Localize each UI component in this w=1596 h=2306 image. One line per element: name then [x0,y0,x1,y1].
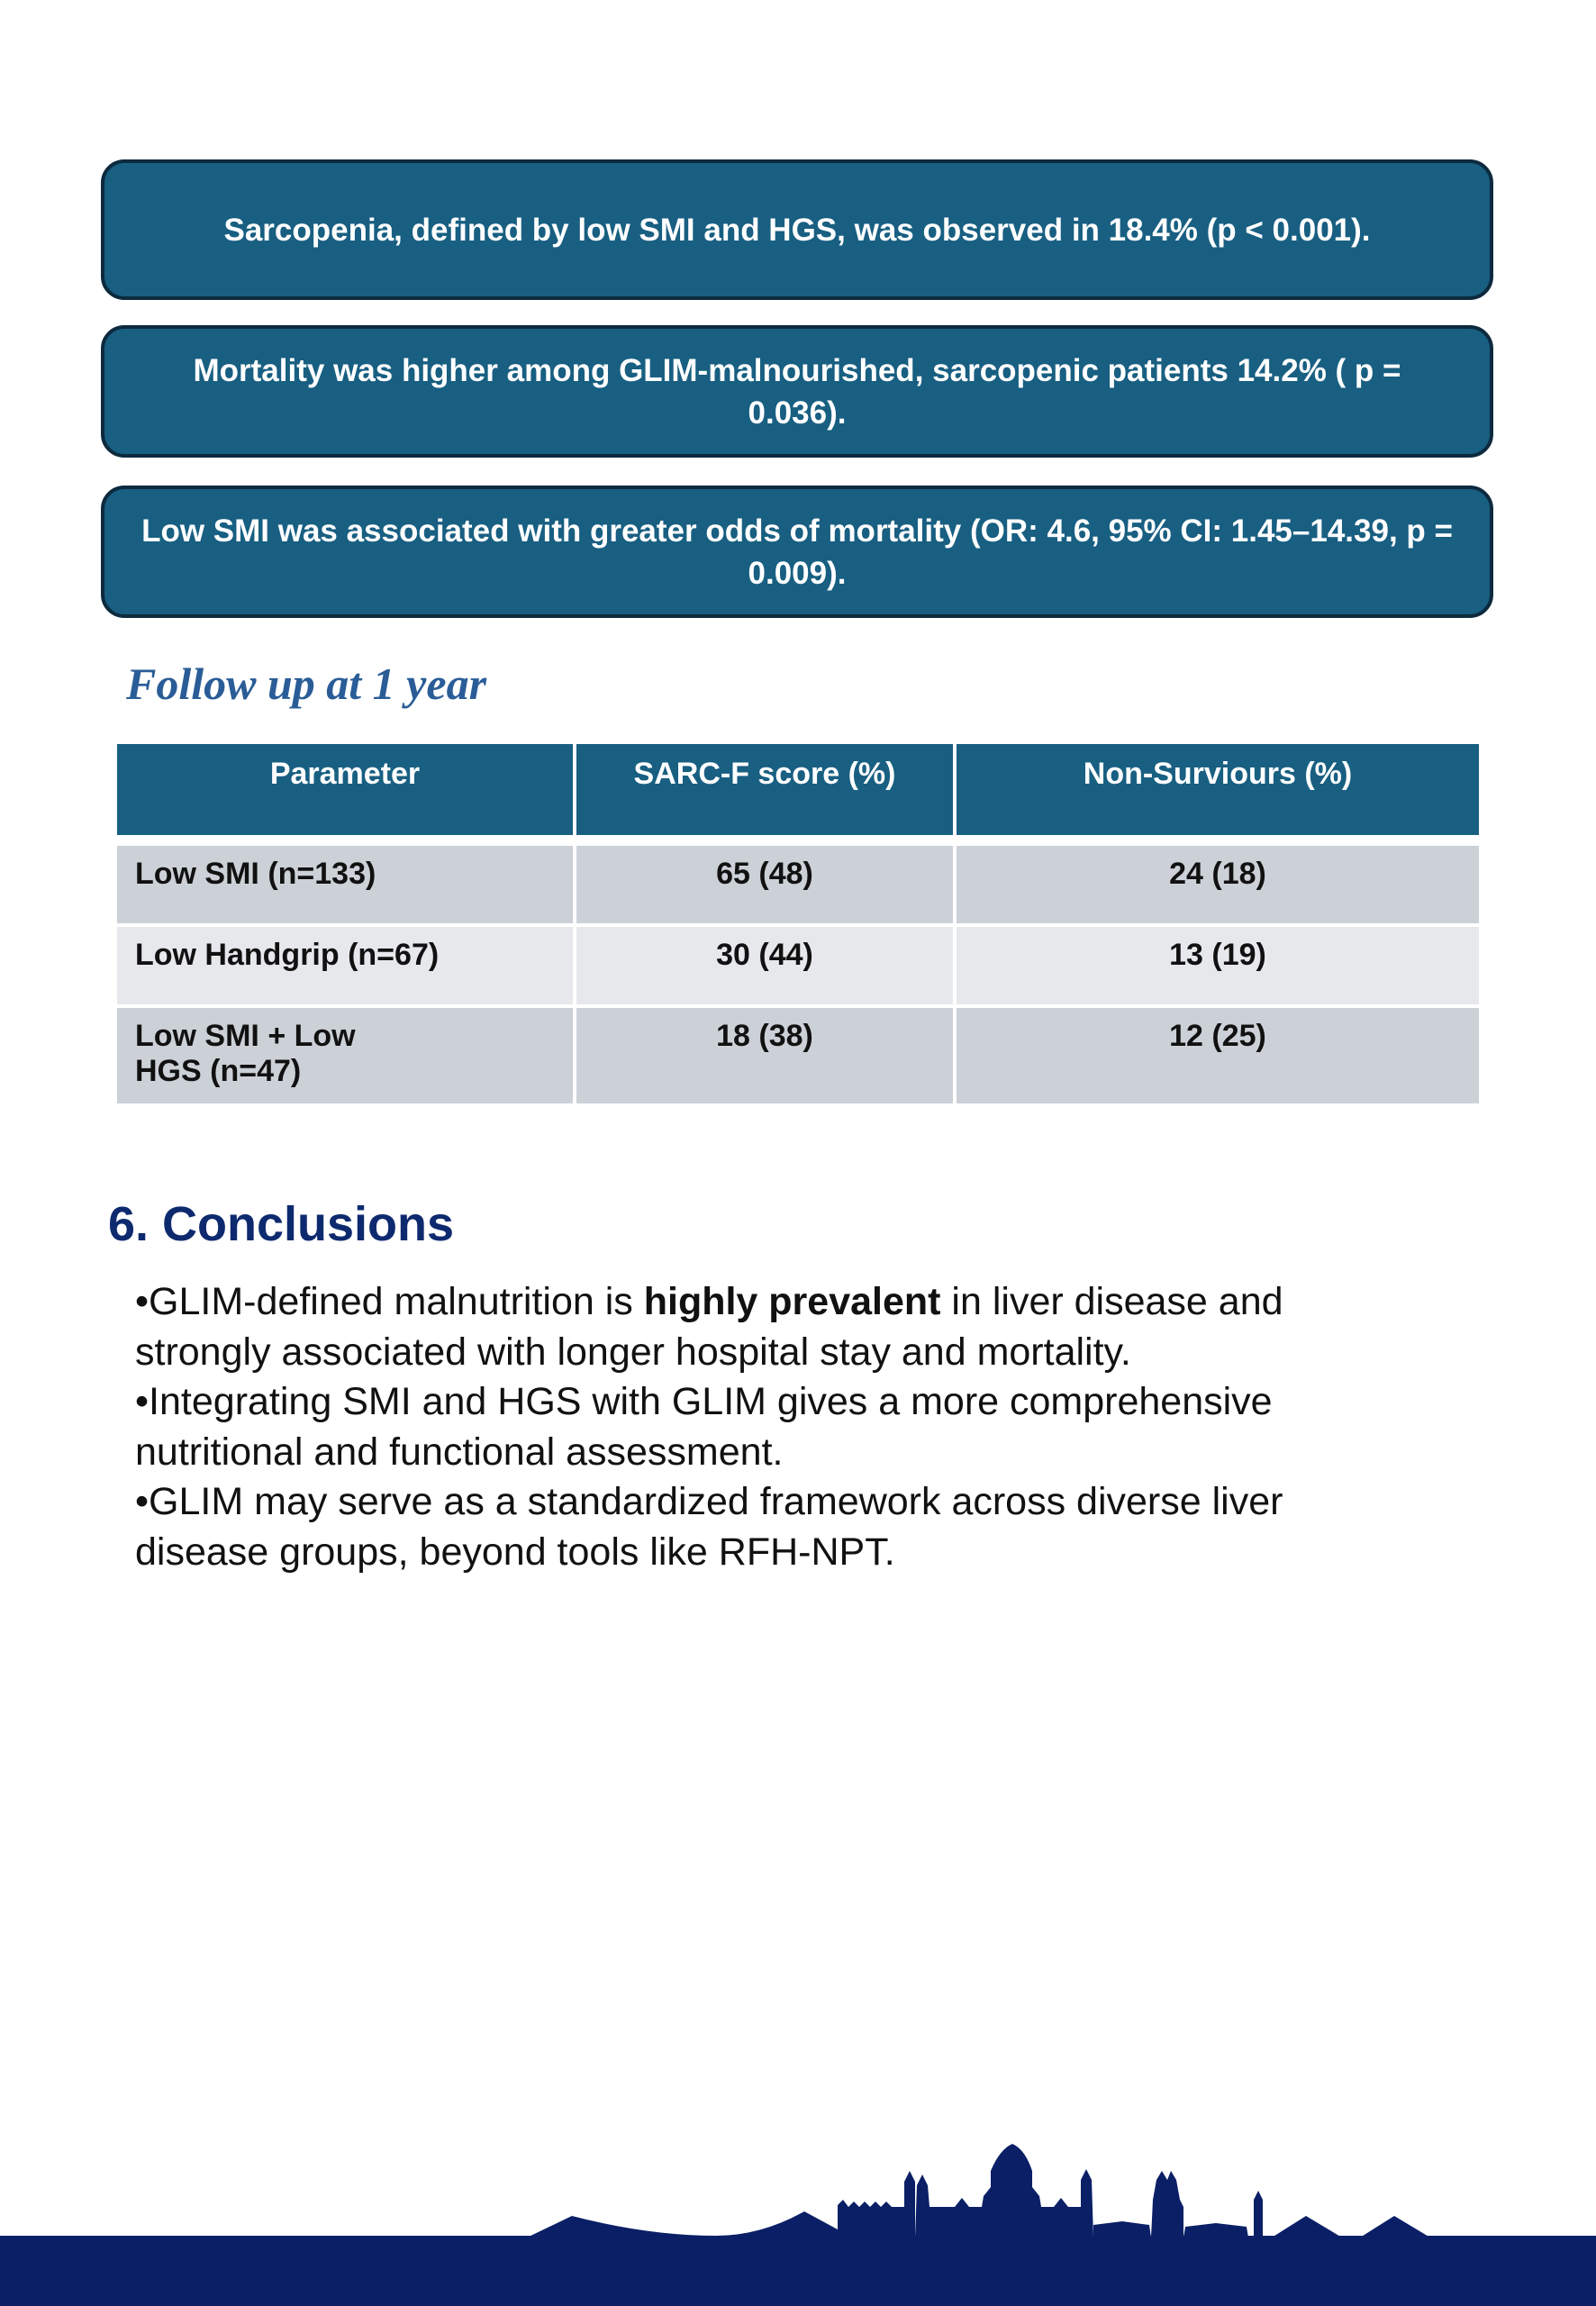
cell-non-survivors: 24 (18) [957,842,1479,923]
bullet-text: •Integrating SMI and HGS with GLIM gives a more comprehensive nutritional and functional assessment. [135,1380,1273,1474]
followup-table [113,744,1483,1103]
odds-ratio-callout [101,486,1493,618]
column-header-non-survivors: Non-Surviours (%) [957,744,1479,842]
cell-sarcf: 18 (38) [576,1004,953,1103]
callout-text: Mortality was higher among GLIM-malnourished, sarcopenic patients 14.2% ( p = 0.036). [193,352,1401,431]
conclusions-heading: 6. Conclusions [108,1197,455,1251]
bullet-emphasis: highly prevalent [643,1280,941,1323]
bullet-text: in liver disease and strongly associated with longer hospital stay and mortality. [135,1280,1283,1374]
sarcopenia-callout [101,159,1493,300]
conclusion-bullet [135,1477,1414,1577]
cell-sarcf: 30 (44) [576,923,953,1004]
cell-non-survivors: 13 (19) [957,923,1479,1004]
table-header-row [117,744,1479,842]
bullet-text: •GLIM-defined malnutrition is [135,1280,644,1323]
cell-parameter: Low SMI + Low HGS (n=47) [117,1004,573,1103]
bullet-text: •GLIM may serve as a standardized framework across diverse liver disease groups, beyond tools like RFH-NPT. [135,1480,1283,1574]
mortality-callout [101,325,1493,458]
followup-heading: Follow up at 1 year [126,658,487,709]
conclusion-bullet [135,1377,1414,1477]
column-header-sarcf: SARC-F score (%) [576,744,953,842]
cell-parameter: Low SMI (n=133) [117,842,573,923]
table-row [117,842,1479,923]
callout-text: Sarcopenia, defined by low SMI and HGS, was observed in 18.4% (p < 0.001). [223,212,1371,248]
cell-parameter: Low Handgrip (n=67) [117,923,573,1004]
footer-band [0,2236,1596,2306]
column-header-parameter: Parameter [117,744,573,842]
cell-sarcf: 65 (48) [576,842,953,923]
table-row [117,1004,1479,1103]
conclusion-bullet [135,1277,1414,1377]
table-row [117,923,1479,1004]
cell-non-survivors: 12 (25) [957,1004,1479,1103]
callout-text: Low SMI was associated with greater odds of mortality (OR: 4.6, 95% CI: 1.45–14.39, p = 0.009). [141,513,1453,591]
conclusions-list [135,1277,1414,1577]
city-skyline-icon [0,2144,1596,2238]
